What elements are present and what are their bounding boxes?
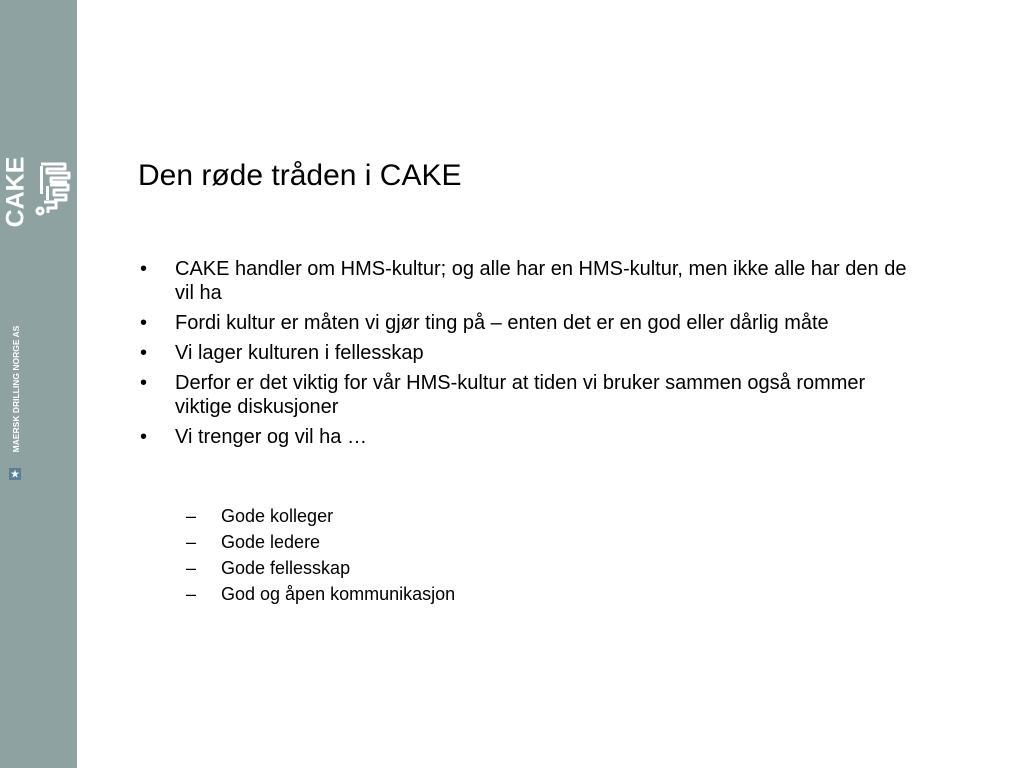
company-name: MAERSK DRILLING NORGE AS [11,325,21,453]
subbullet-marker: – [186,506,197,526]
bullet-item [140,371,920,419]
bullet-item [140,425,920,449]
sidebar [0,0,77,768]
bullet-marker: • [140,312,148,334]
bullet-item [140,257,920,305]
bullet-text: Vi lager kulturen i fellesskap [175,342,424,364]
bullet-text: Derfor er det viktig for vår HMS-kultur at tiden vi bruker sammen også rommer viktige diskusjoner [175,372,866,418]
bullet-marker: • [140,258,148,280]
bullet-text: Vi trenger og vil ha … [175,426,367,448]
subbullet-item [186,557,455,579]
bullet-item [140,341,920,365]
subbullet-item [186,583,455,605]
bullet-text: Fordi kultur er måten vi gjør ting på – enten det er en god eller dårlig måte [175,312,829,334]
subbullet-marker: – [186,532,197,552]
bullet-marker: • [140,372,148,394]
subbullet-text: Gode kolleger [221,506,334,526]
subbullet-marker: – [186,558,197,578]
subbullet-item [186,531,455,553]
cake-logo-icon [1,156,76,228]
bullet-marker: • [140,342,148,364]
bullet-marker: • [140,426,148,448]
bullet-item [140,311,920,335]
subbullet-item [186,505,455,527]
slide-title: Den røde tråden i CAKE [138,159,462,192]
bullet-text: CAKE handler om HMS-kultur; og alle har en HMS-kultur, men ikke alle har den de vil ha [175,258,907,304]
subbullet-marker: – [186,584,197,604]
subbullet-text: Gode fellesskap [221,558,351,578]
subbullet-list [186,505,455,609]
bullet-list [140,257,920,455]
subbullet-text: God og åpen kommunikasjon [221,584,456,604]
brand-text: CAKE [1,156,30,228]
maersk-star-icon [9,468,21,480]
subbullet-text: Gode ledere [221,532,321,552]
